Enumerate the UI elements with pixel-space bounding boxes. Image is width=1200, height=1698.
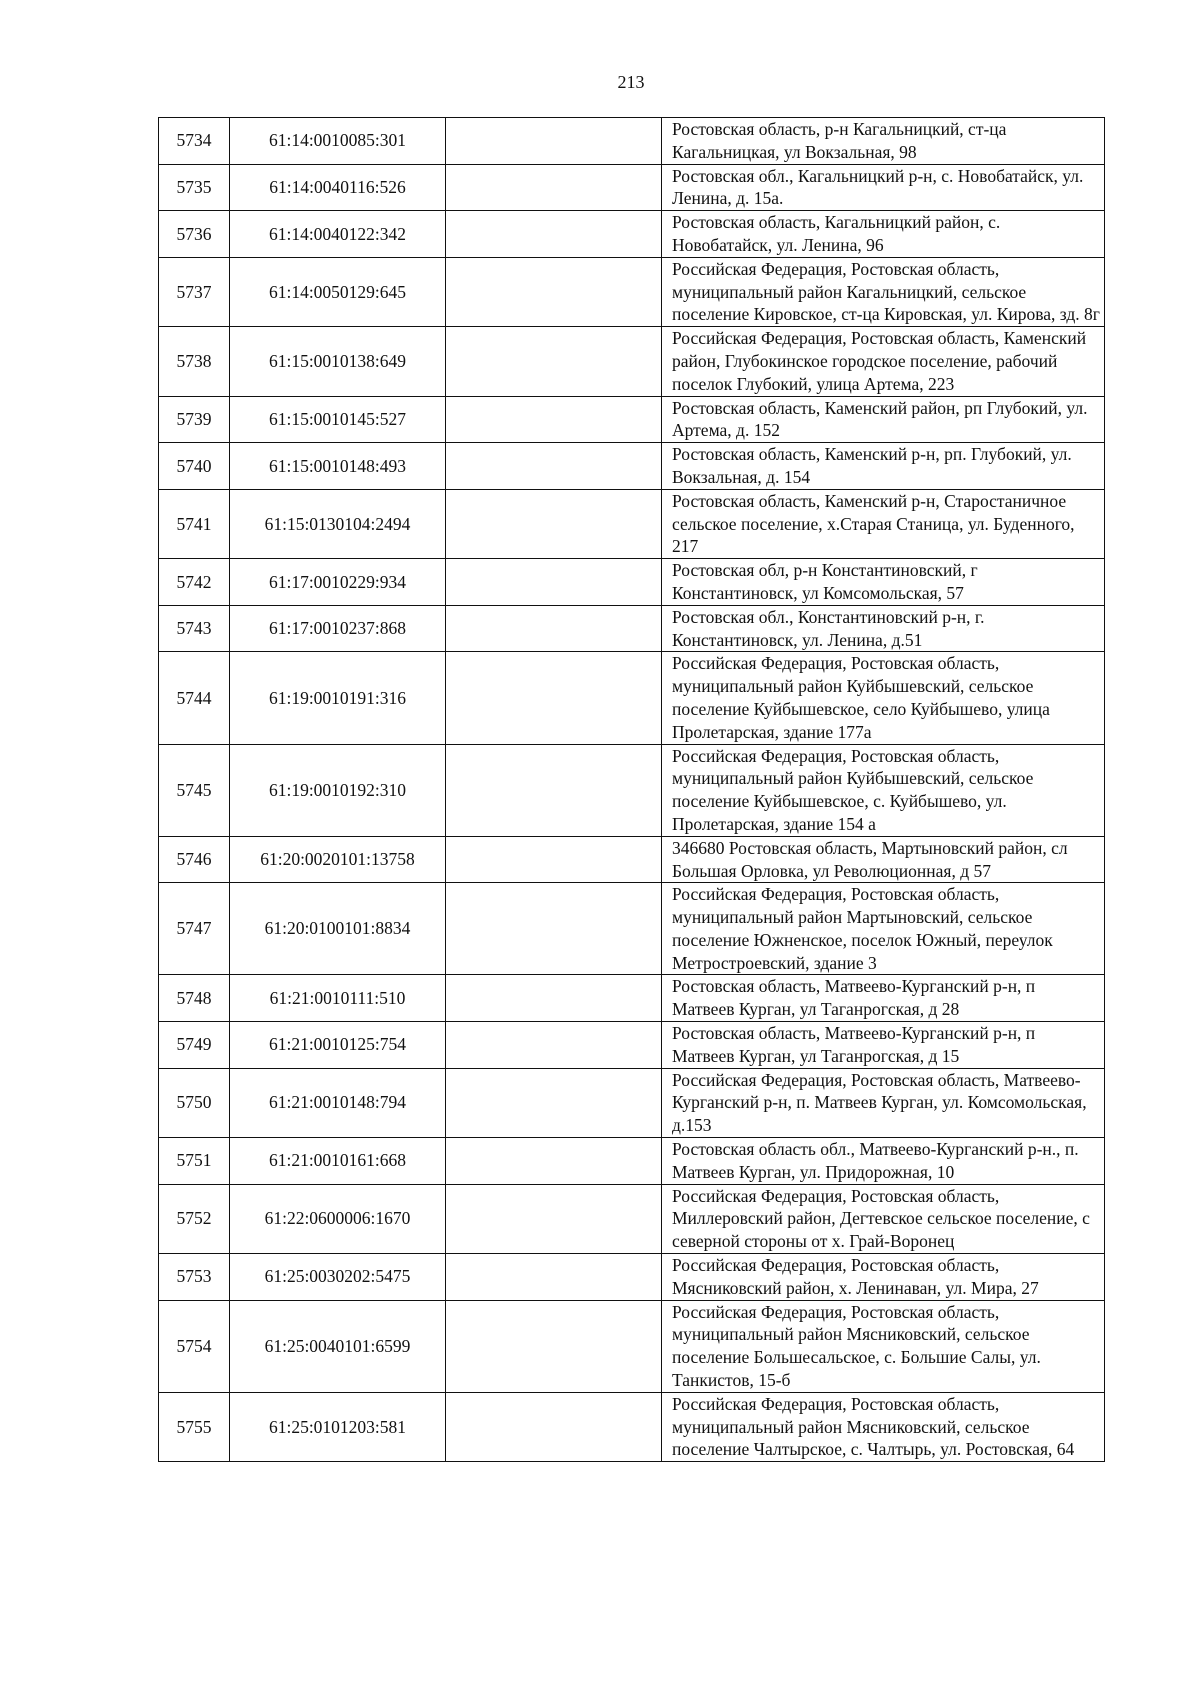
row-number-cell: 5737 <box>159 257 230 326</box>
cadastral-number-cell: 61:14:0010085:301 <box>230 118 446 165</box>
address-cell: Ростовская область обл., Матвеево-Курганский р-н., п. Матвеев Курган, ул. Придорожная, 10 <box>662 1138 1105 1185</box>
empty-cell <box>446 605 662 652</box>
address-cell: Российская Федерация, Ростовская область, Мясниковский район, х. Ленинаван, ул. Мира, 27 <box>662 1254 1105 1301</box>
empty-cell <box>446 1068 662 1137</box>
cadastral-number-cell: 61:15:0010138:649 <box>230 327 446 396</box>
table-row <box>159 211 1105 258</box>
table-row <box>159 975 1105 1022</box>
table-row <box>159 836 1105 883</box>
cadastral-number-cell: 61:19:0010192:310 <box>230 744 446 836</box>
table-row <box>159 327 1105 396</box>
address-cell: Ростовская область, Кагальницкий район, с. Новобатайск, ул. Ленина, 96 <box>662 211 1105 258</box>
cadastral-number-cell: 61:21:0010148:794 <box>230 1068 446 1137</box>
address-cell: Ростовская обл., Кагальницкий р-н, с. Новобатайск, ул. Ленина, д. 15а. <box>662 164 1105 211</box>
empty-cell <box>446 883 662 975</box>
empty-cell <box>446 1022 662 1069</box>
table-row <box>159 443 1105 490</box>
cadastral-number-cell: 61:20:0020101:13758 <box>230 836 446 883</box>
cadastral-number-cell: 61:14:0050129:645 <box>230 257 446 326</box>
table-row <box>159 1068 1105 1137</box>
cadastral-number-cell: 61:17:0010229:934 <box>230 559 446 606</box>
address-cell: Российская Федерация, Ростовская область, Матвеево-Курганский р-н, п. Матвеев Курган, ул. Комсомольская, д.153 <box>662 1068 1105 1137</box>
row-number-cell: 5740 <box>159 443 230 490</box>
address-cell: Российская Федерация, Ростовская область, муниципальный район Куйбышевский, сельское поселение Куйбышевское, с. Куйбышево, ул. Пролетарская, здание 154 а <box>662 744 1105 836</box>
empty-cell <box>446 1254 662 1301</box>
table-row <box>159 1138 1105 1185</box>
register-table-body <box>159 118 1105 1462</box>
table-row <box>159 257 1105 326</box>
row-number-cell: 5750 <box>159 1068 230 1137</box>
address-cell: Российская Федерация, Ростовская область, Миллеровский район, Дегтевское сельское поселение, с северной стороны от х. Грай-Воронец <box>662 1184 1105 1253</box>
empty-cell <box>446 1138 662 1185</box>
empty-cell <box>446 975 662 1022</box>
address-cell: Российская Федерация, Ростовская область, муниципальный район Мясниковский, сельское поселение Чалтырское, с. Чалтырь, ул. Ростовская, 64 <box>662 1392 1105 1461</box>
cadastral-number-cell: 61:21:0010111:510 <box>230 975 446 1022</box>
table-row <box>159 1254 1105 1301</box>
table-row <box>159 1392 1105 1461</box>
address-cell: Ростовская обл, р-н Константиновский, г Константиновск, ул Комсомольская, 57 <box>662 559 1105 606</box>
row-number-cell: 5738 <box>159 327 230 396</box>
empty-cell <box>446 443 662 490</box>
empty-cell <box>446 327 662 396</box>
empty-cell <box>446 489 662 558</box>
empty-cell <box>446 836 662 883</box>
address-cell: Ростовская область, Каменский р-н, рп. Глубокий, ул. Вокзальная, д. 154 <box>662 443 1105 490</box>
empty-cell <box>446 744 662 836</box>
table-row <box>159 1300 1105 1392</box>
table-row <box>159 559 1105 606</box>
empty-cell <box>446 1184 662 1253</box>
row-number-cell: 5748 <box>159 975 230 1022</box>
cadastral-number-cell: 61:25:0101203:581 <box>230 1392 446 1461</box>
cadastral-number-cell: 61:17:0010237:868 <box>230 605 446 652</box>
table-row <box>159 605 1105 652</box>
cadastral-number-cell: 61:19:0010191:316 <box>230 652 446 744</box>
row-number-cell: 5741 <box>159 489 230 558</box>
table-row <box>159 396 1105 443</box>
address-cell: Ростовская область, Каменский район, рп Глубокий, ул. Артема, д. 152 <box>662 396 1105 443</box>
address-cell: Ростовская область, Каменский р-н, Старостаничное сельское поселение, х.Старая Станица, ул. Буденного, 217 <box>662 489 1105 558</box>
row-number-cell: 5752 <box>159 1184 230 1253</box>
empty-cell <box>446 118 662 165</box>
row-number-cell: 5735 <box>159 164 230 211</box>
empty-cell <box>446 559 662 606</box>
table-row <box>159 883 1105 975</box>
row-number-cell: 5736 <box>159 211 230 258</box>
row-number-cell: 5747 <box>159 883 230 975</box>
address-cell: Российская Федерация, Ростовская область, муниципальный район Куйбышевский, сельское поселение Куйбышевское, село Куйбышево, улица Пролетарская, здание 177а <box>662 652 1105 744</box>
cadastral-number-cell: 61:15:0010145:527 <box>230 396 446 443</box>
row-number-cell: 5755 <box>159 1392 230 1461</box>
address-cell: Российская Федерация, Ростовская область, муниципальный район Мясниковский, сельское поселение Большесальское, с. Большие Салы, ул. Танкистов, 15-б <box>662 1300 1105 1392</box>
row-number-cell: 5746 <box>159 836 230 883</box>
table-row <box>159 1184 1105 1253</box>
empty-cell <box>446 396 662 443</box>
empty-cell <box>446 211 662 258</box>
cadastral-number-cell: 61:21:0010125:754 <box>230 1022 446 1069</box>
cadastral-number-cell: 61:22:0600006:1670 <box>230 1184 446 1253</box>
row-number-cell: 5742 <box>159 559 230 606</box>
row-number-cell: 5749 <box>159 1022 230 1069</box>
table-row <box>159 1022 1105 1069</box>
row-number-cell: 5739 <box>159 396 230 443</box>
row-number-cell: 5753 <box>159 1254 230 1301</box>
empty-cell <box>446 1392 662 1461</box>
row-number-cell: 5744 <box>159 652 230 744</box>
table-row <box>159 744 1105 836</box>
cadastral-number-cell: 61:21:0010161:668 <box>230 1138 446 1185</box>
row-number-cell: 5745 <box>159 744 230 836</box>
address-cell: Ростовская область, Матвеево-Курганский р-н, п Матвеев Курган, ул Таганрогская, д 15 <box>662 1022 1105 1069</box>
row-number-cell: 5754 <box>159 1300 230 1392</box>
cadastral-number-cell: 61:25:0040101:6599 <box>230 1300 446 1392</box>
page-number: 213 <box>617 72 645 92</box>
address-cell: Российская Федерация, Ростовская область, Каменский район, Глубокинское городское поселение, рабочий поселок Глубокий, улица Артема, 223 <box>662 327 1105 396</box>
table-row <box>159 489 1105 558</box>
property-register-table <box>158 117 1105 1462</box>
address-cell: Российская Федерация, Ростовская область, муниципальный район Кагальницкий, сельское поселение Кировское, ст-ца Кировская, ул. Кирова, зд. 8г <box>662 257 1105 326</box>
cadastral-number-cell: 61:14:0040116:526 <box>230 164 446 211</box>
cadastral-number-cell: 61:15:0130104:2494 <box>230 489 446 558</box>
row-number-cell: 5743 <box>159 605 230 652</box>
row-number-cell: 5751 <box>159 1138 230 1185</box>
table-row <box>159 118 1105 165</box>
table-row <box>159 652 1105 744</box>
empty-cell <box>446 164 662 211</box>
empty-cell <box>446 1300 662 1392</box>
empty-cell <box>446 257 662 326</box>
cadastral-number-cell: 61:25:0030202:5475 <box>230 1254 446 1301</box>
row-number-cell: 5734 <box>159 118 230 165</box>
address-cell: Ростовская область, Матвеево-Курганский р-н, п Матвеев Курган, ул Таганрогская, д 28 <box>662 975 1105 1022</box>
address-cell: Ростовская область, р-н Кагальницкий, ст-ца Кагальницкая, ул Вокзальная, 98 <box>662 118 1105 165</box>
address-cell: 346680 Ростовская область, Мартыновский район, сл Большая Орловка, ул Революционная, д 57 <box>662 836 1105 883</box>
cadastral-number-cell: 61:15:0010148:493 <box>230 443 446 490</box>
cadastral-number-cell: 61:20:0100101:8834 <box>230 883 446 975</box>
address-cell: Российская Федерация, Ростовская область, муниципальный район Мартыновский, сельское поселение Южненское, поселок Южный, переулок Метростроевский, здание 3 <box>662 883 1105 975</box>
empty-cell <box>446 652 662 744</box>
cadastral-number-cell: 61:14:0040122:342 <box>230 211 446 258</box>
table-row <box>159 164 1105 211</box>
address-cell: Ростовская обл., Константиновский р-н, г. Константиновск, ул. Ленина, д.51 <box>662 605 1105 652</box>
